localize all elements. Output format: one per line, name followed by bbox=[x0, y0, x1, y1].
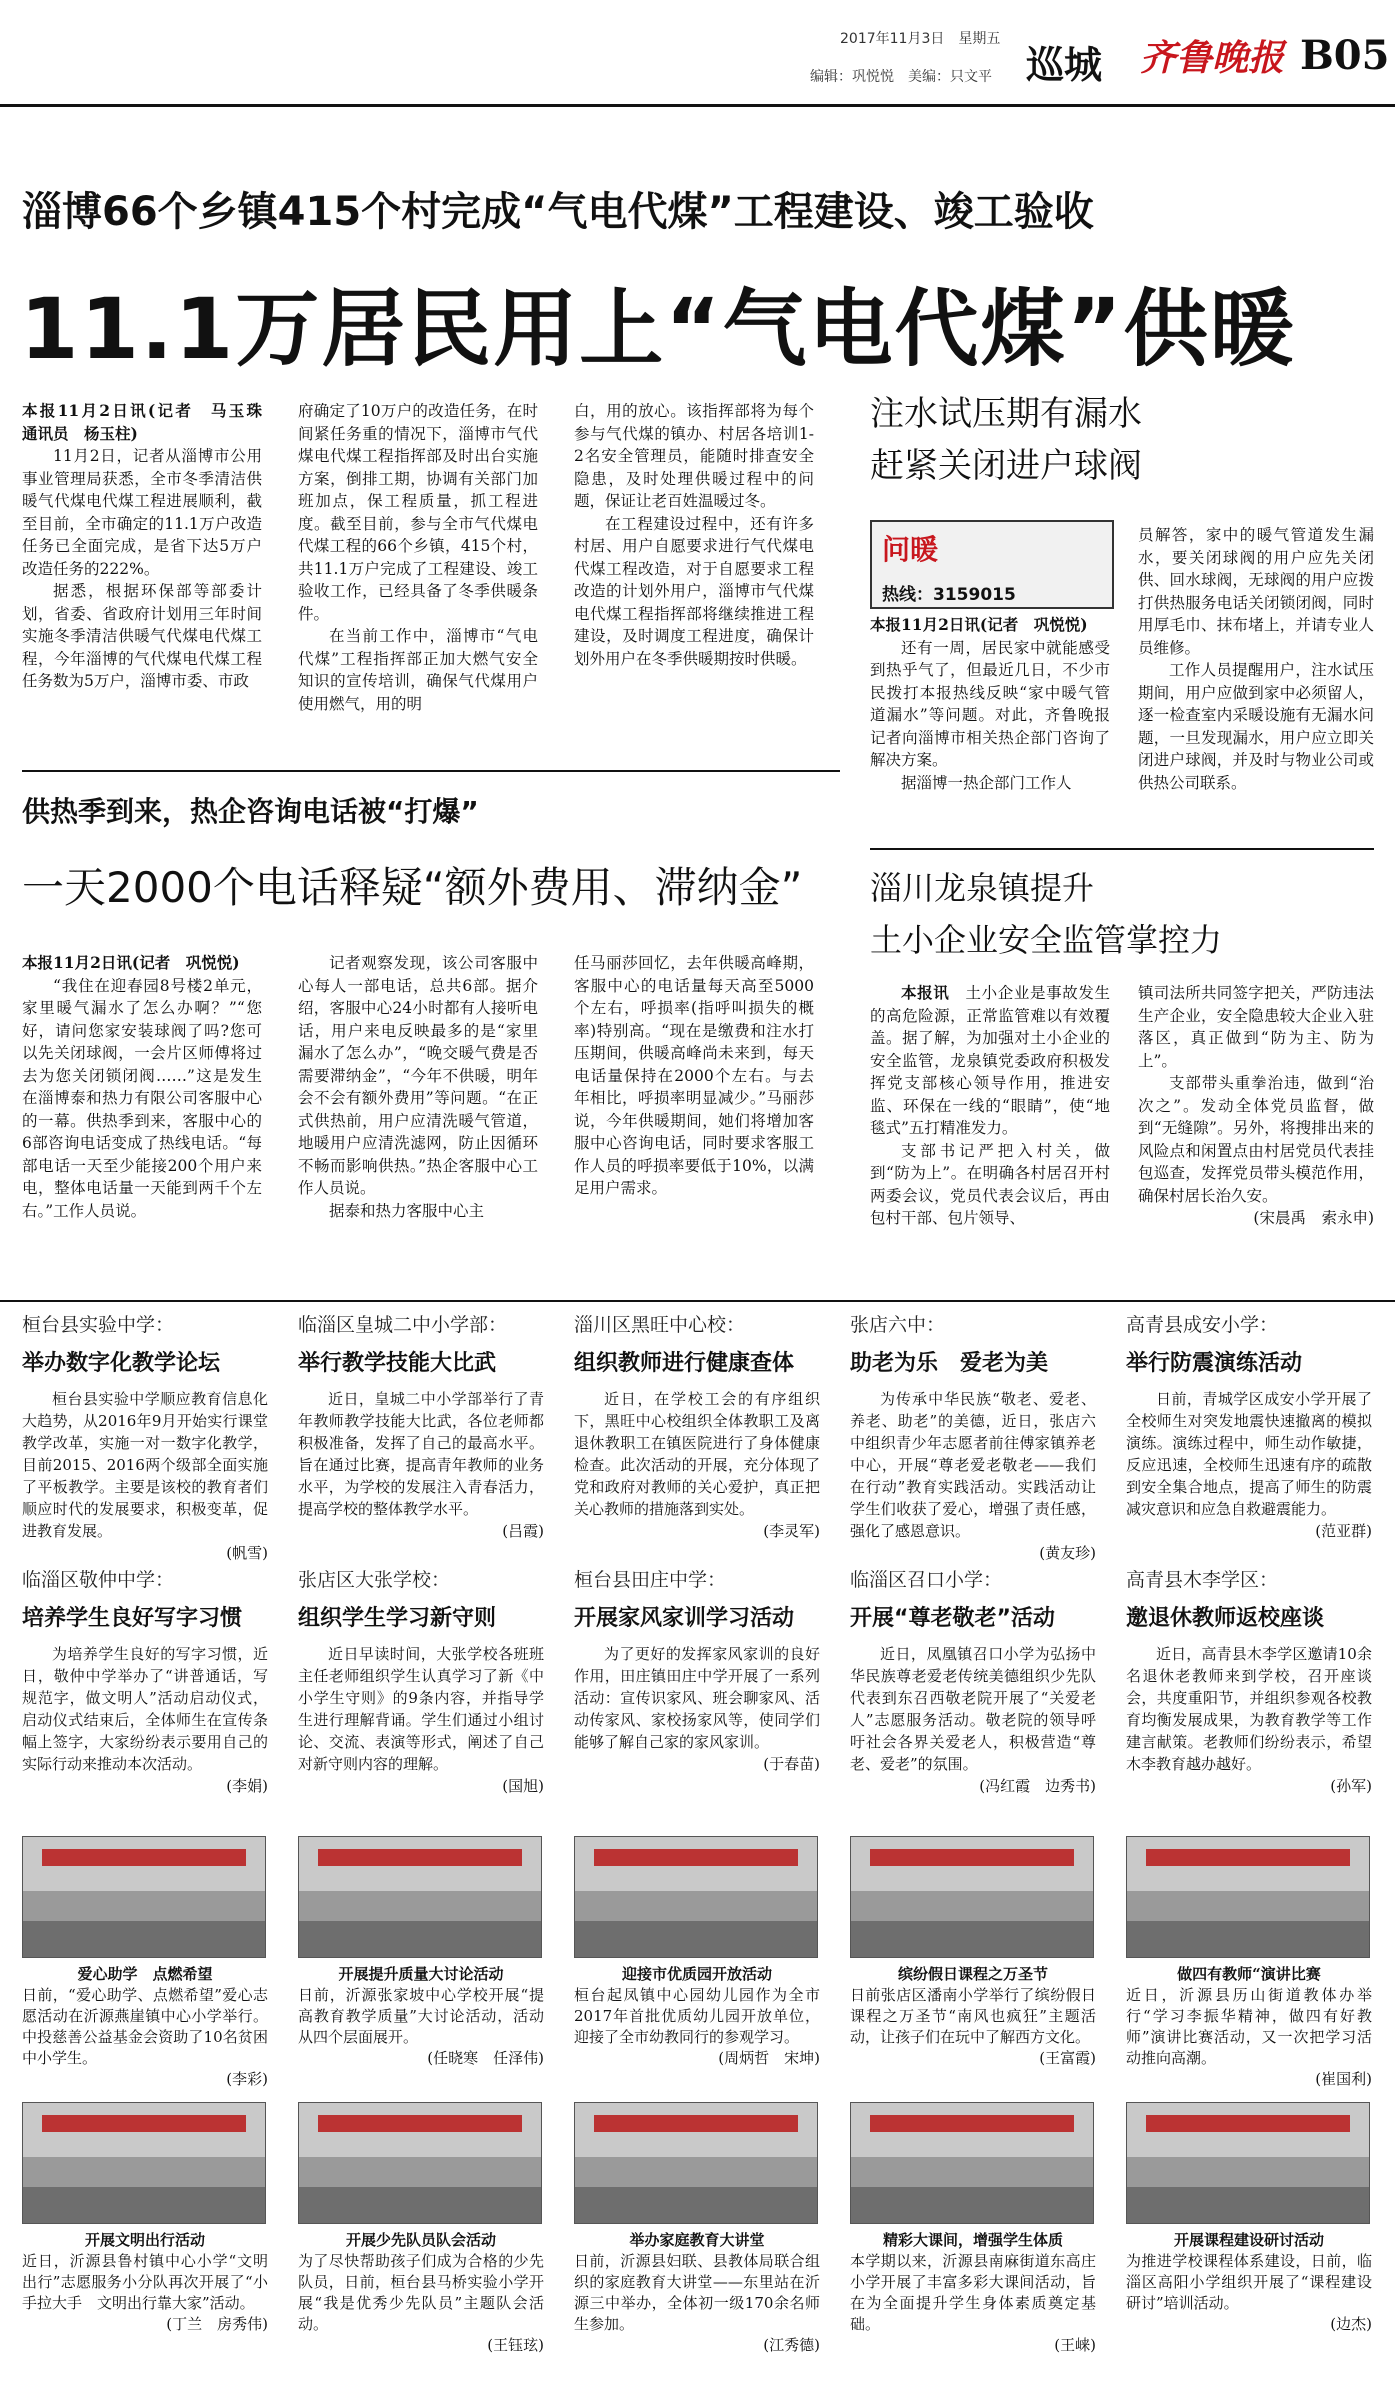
photo-caption-title: 开展课程建设研讨活动 bbox=[1173, 2231, 1324, 2249]
side1-title-line2: 赶紧关闭进户球阀 bbox=[870, 446, 1142, 486]
photo-caption-credit: (王钰玹) bbox=[487, 2336, 544, 2354]
photo-caption-body: 为推进学校课程体系建设，日前，临淄区高阳小学组织开展了“课程建设研讨”培训活动。 bbox=[1126, 2252, 1372, 2312]
grid-school-label: 临淄区敬仲中学： bbox=[22, 1569, 175, 1591]
grid-story-text: 近日，在学校工会的有序组织下，黑旺中心校组织全体教职工及离退休教职工在镇医院进行了身体健康检查。此次活动的开展，充分体现了党和政府对教师的关心爱护，真正把关心教师的措施落到实处。 bbox=[574, 1390, 820, 1518]
photo-foreground bbox=[851, 1921, 1093, 1957]
lead-byline: 本报11月2日讯(记者 马玉珠 通讯员 杨玉柱) bbox=[22, 401, 278, 443]
story2-rule bbox=[22, 770, 840, 772]
photo-foreground bbox=[23, 2187, 265, 2223]
news-photo bbox=[298, 1836, 542, 1958]
photo-banner bbox=[42, 2115, 245, 2132]
story2-col3-p1: 任马丽莎回忆，去年供暖高峰期，客服中心的电话量每天高至5000个左右，呼损率(指呼叫损失的概率)特别高。“现在是缴费和注水打压期间，供暖高峰尚未来到，每天电话量保持在2000个左右。与去年相比，呼损率明显减少。”马丽莎说，今年供暖期间，她们将增加客服中心咨询电话，同时要求客服工作人员的呼损率要低于10%，以满足用户需求。 bbox=[574, 954, 814, 1197]
story2-col2-p1: 记者观察发现，该公司客服中心每人一部电话，总共6部。据介绍，客服中心24小时都有人接听电话，用户来电反映最多的是“家里漏水了怎么办”，“晚交暖气费是否需要滞纳金”，“今年不供暖，明年会不会有额外费用”等问题。“在正式供热前，用户应清洗暖气管道，地暖用户应清洗滤网，防止因循环不畅而影响供热。”热企客服中心工作人员说。 bbox=[298, 954, 538, 1197]
photo-caption-title: 开展少先队员队会活动 bbox=[345, 2231, 496, 2249]
grid-story-text: 为了更好的发挥家风家训的良好作用，田庄镇田庄中学开展了一系列活动：宣传识家风、班会聊家风、活动传家风、家校扬家风等，使同学们能够了解自己家的家风家训。 bbox=[574, 1645, 820, 1751]
lead-col1-p2: 据悉，根据环保部等部委计划，省委、省政府计划用三年时间实施冬季清洁供暖气代煤电代煤工程，今年淄博的气代煤电代煤工程任务数为5万户，淄博市委、市政 bbox=[22, 582, 262, 690]
photo-caption-credit: (王崃) bbox=[1054, 2336, 1096, 2354]
photo-caption-body: 本学期以来，沂源县南麻街道东高庄小学开展了丰富多彩大课间活动，旨在为全面提升学生身体素质奠定基础。 bbox=[850, 2252, 1096, 2333]
grid-story-body bbox=[298, 1388, 544, 1542]
grid-story-body bbox=[850, 1388, 1096, 1564]
story2-col2-p2: 据泰和热力客服中心主 bbox=[329, 1201, 485, 1220]
hotline-number: 热线：3159015 bbox=[882, 585, 1016, 605]
photo-banner bbox=[870, 2115, 1073, 2132]
grid-school-label: 高青县木李学区： bbox=[1126, 1569, 1279, 1591]
news-photo bbox=[22, 2102, 266, 2224]
side2-title-line2: 土小企业安全监管掌控力 bbox=[870, 921, 1223, 959]
grid-story-title: 邀退休教师返校座谈 bbox=[1126, 1606, 1325, 1631]
photo-caption bbox=[850, 1964, 1096, 2069]
news-photo bbox=[850, 2102, 1094, 2224]
photo-caption bbox=[1126, 1964, 1372, 2090]
photo-caption-credit: (李彩) bbox=[226, 2070, 268, 2088]
side2-col1 bbox=[870, 982, 1110, 1230]
photo-caption-title: 举办家庭教育大讲堂 bbox=[629, 2231, 765, 2249]
photo-foreground bbox=[575, 2187, 817, 2223]
photo-caption bbox=[574, 2230, 820, 2356]
grid-school-label: 桓台县田庄中学： bbox=[574, 1569, 727, 1591]
story2-headline: 一天2000个电话释疑“额外费用、滞纳金” bbox=[22, 863, 803, 912]
photo-foreground bbox=[299, 1921, 541, 1957]
side2-title bbox=[870, 862, 1222, 966]
grid-story-body bbox=[574, 1388, 820, 1542]
grid-story-title: 开展“尊老敬老”活动 bbox=[850, 1606, 1055, 1631]
news-photo bbox=[1126, 2102, 1370, 2224]
photo-caption-body: 日前张店区潘南小学举行了缤纷假日课程之万圣节“南风也疯狂”主题活动，让孩子们在玩中了解西方文化。 bbox=[850, 1986, 1096, 2046]
side1-p3: 员解答，家中的暖气管道发生漏水，要关闭球阀的用户应先关闭供、回水球阀，无球阀的用户应拨打供热服务电话关闭锁闭阀，同时用厚毛巾、抹布堵上，并请专业人员维修。 bbox=[1138, 526, 1374, 657]
grid-school-label: 临淄区召口小学： bbox=[850, 1569, 1003, 1591]
photo-caption-body: 日前，沂源张家坡中心学校开展“提高教育教学质量”大讨论活动，活动从四个层面展开。 bbox=[298, 1986, 544, 2046]
grid-story-credit: (黄友珍) bbox=[1039, 1544, 1096, 1562]
photo-caption-body: 日前，“爱心助学、点燃希望”爱心志愿活动在沂源燕崖镇中心小学举行。中投慈善公益基金会资助了10名贫困中小学生。 bbox=[22, 1986, 268, 2067]
news-photo bbox=[574, 1836, 818, 1958]
side1-title bbox=[870, 388, 1142, 492]
story2-byline: 本报11月2日讯(记者 巩悦悦) bbox=[22, 953, 240, 972]
photo-caption-credit: (王富霞) bbox=[1039, 2049, 1096, 2067]
photo-caption bbox=[298, 1964, 544, 2069]
side1-byline: 本报11月2日讯(记者 巩悦悦) bbox=[870, 615, 1088, 634]
photo-caption-title: 迎接市优质园开放活动 bbox=[621, 1965, 772, 1983]
side2-p1: 土小企业是事故发生的高危险源，正常监管难以有效覆盖。据了解，为加强对土小企业的安全监管，龙泉镇党委政府积极发挥党支部核心领导作用，推进安监、环保在一线的“眼睛”，使“地毯式”五打精准发力。 bbox=[870, 984, 1110, 1137]
grid-story-title: 开展家风家训学习活动 bbox=[574, 1606, 795, 1631]
lead-col2-p1: 府确定了10万户的改造任务，在时间紧任务重的情况下，淄博市气代煤电代煤工程指挥部及时出台实施方案，倒排工期，协调有关部门加班加点，保工程质量，抓工程进度。截至目前，参与全市气代煤电代煤工程的66个乡镇，415个村，共11.1万户完成了工程建设、竣工验收工作，已经具备了冬季供暖条件。 bbox=[298, 402, 538, 623]
side2-title-line1: 淄川龙泉镇提升 bbox=[870, 869, 1095, 907]
grid-story-body bbox=[1126, 1643, 1372, 1797]
side1-col1 bbox=[870, 614, 1110, 794]
news-photo bbox=[298, 2102, 542, 2224]
grid-story-title: 举办数字化教学论坛 bbox=[22, 1351, 221, 1376]
news-photo bbox=[574, 2102, 818, 2224]
side2-lead: 本报讯 bbox=[901, 983, 950, 1002]
lead-col1 bbox=[22, 400, 278, 693]
side1-col2 bbox=[1138, 524, 1374, 794]
photo-caption-title: 缤纷假日课程之万圣节 bbox=[897, 1965, 1048, 1983]
photo-caption bbox=[574, 1964, 820, 2069]
photo-caption-body: 日前，沂源县妇联、县教体局联合组织的家庭教育大讲堂——东里站在沂源三中举办，全体初一级170余名师生参加。 bbox=[574, 2252, 820, 2333]
grid-story-body bbox=[574, 1643, 820, 1775]
grid-story-text: 近日早读时间，大张学校各班班主任老师组织学生认真学习了新《中小学生守则》的9条内容，并指导学生进行理解背诵。学生们通过小组讨论、交流、表演等形式，阐述了自己对新守则内容的理解。 bbox=[298, 1645, 544, 1773]
editor-credit: 编辑：巩悦悦 美编：只文平 bbox=[810, 69, 992, 85]
photo-caption-credit: (边杰) bbox=[1330, 2315, 1372, 2333]
photo-banner bbox=[318, 1849, 521, 1866]
grid-story-title: 组织学生学习新守则 bbox=[298, 1606, 497, 1631]
grid-story-text: 日前，青城学区成安小学开展了全校师生对突发地震快速撤离的模拟演练。演练过程中，师生动作敏捷，反应迅速，全校师生迅速有序的疏散到安全集合地点，提高了师生的防震减灾意识和应急自救避震能力。 bbox=[1126, 1390, 1372, 1518]
lead-subtitle: 淄博66个乡镇415个村完成“气电代煤”工程建设、竣工验收 bbox=[22, 189, 1094, 235]
photo-caption bbox=[22, 1964, 268, 2090]
lead-col3-p1: 白，用的放心。该指挥部将为每个参与气代煤的镇办、村居各培训1-2名安全管理员，能随时排查安全隐患，及时处理供暖过程中的问题，保证让老百姓温暖过冬。 bbox=[574, 402, 814, 510]
story2-col3 bbox=[574, 952, 814, 1200]
grid-story-body bbox=[22, 1388, 268, 1564]
photo-foreground bbox=[299, 2187, 541, 2223]
photo-caption-credit: (丁兰 房秀伟) bbox=[166, 2315, 268, 2333]
grid-school-label: 高青县成安小学： bbox=[1126, 1314, 1279, 1336]
photo-caption-body: 桓台起凤镇中心园幼儿园作为全市2017年首批优质幼儿园开放单位，迎接了全市幼教同行的参观学习。 bbox=[574, 1986, 820, 2046]
photo-banner bbox=[1146, 1849, 1349, 1866]
story2-col1-p1: “我住在迎春园8号楼2单元，家里暖气漏水了怎么办啊？”“您好，请问您家安装球阀了吗?您可以先关闭球阀，一会片区师傅将过去为您关闭锁闭阀……”这是发生在淄博泰和热力有限公司客服中心的一幕。供热季到来，客服中心的6部咨询电话变成了热线电话。“每部电话一天至少能接200个用户来电，整体电话量一天能到两千个左右。”工作人员说。 bbox=[22, 976, 262, 1220]
photo-foreground bbox=[1127, 2187, 1369, 2223]
photo-caption-body: 近日，沂源县鲁村镇中心小学“文明出行”志愿服务小分队再次开展了“小手拉大手 文明出行靠大家”活动。 bbox=[22, 2252, 268, 2312]
header-rule bbox=[0, 104, 1395, 107]
news-photo bbox=[850, 1836, 1094, 1958]
side1-p4: 工作人员提醒用户，注水试压期间，用户应做到家中必须留人，逐一检查室内采暖设施有无漏水问题，一旦发现漏水，用户应立即关闭进户球阀，并及时与物业公司或供热公司联系。 bbox=[1138, 661, 1374, 792]
grid-story-body bbox=[22, 1643, 268, 1797]
photo-caption bbox=[1126, 2230, 1372, 2335]
photo-foreground bbox=[575, 1921, 817, 1957]
grid-story-credit: (帆雪) bbox=[226, 1544, 268, 1562]
grid-school-label: 张店区大张学校： bbox=[298, 1569, 451, 1591]
lead-col1-p1: 11月2日，记者从淄博市公用事业管理局获悉，全市冬季清洁供暖气代煤电代煤工程进展顺利，截至目前，全市确定的11.1万户改造任务已全面完成，是省下达5万户改造任务的222%。 bbox=[22, 447, 262, 578]
grid-story-credit: (国旭) bbox=[502, 1777, 544, 1795]
side2-p3: 镇司法所共同签字把关，严防违法生产企业，安全隐患较大企业入驻落区，真正做到“防为主、防为上”。 bbox=[1138, 984, 1374, 1070]
grid-story-text: 桓台县实验中学顺应教育信息化大趋势，从2016年9月开始实行课堂教学改革，实施一对一数字化教学，目前2015、2016两个级部全面实施了平板教学。主要是该校的教育者们顺应时代的发展要求，积极变革，促进教育发展。 bbox=[22, 1390, 268, 1540]
photo-banner bbox=[318, 2115, 521, 2132]
grid-school-label: 张店六中： bbox=[850, 1314, 946, 1336]
photo-caption-title: 精彩大课间，增强学生体质 bbox=[882, 2231, 1063, 2249]
photo-banner bbox=[870, 1849, 1073, 1866]
grid-story-credit: (于春苗) bbox=[763, 1755, 820, 1773]
grid-story-credit: (李娟) bbox=[226, 1777, 268, 1795]
photo-caption-title: 爱心助学 点燃希望 bbox=[77, 1965, 213, 1983]
photo-caption-title: 做四有教师“演讲比赛 bbox=[1177, 1965, 1321, 1983]
grid-story-title: 组织教师进行健康查体 bbox=[574, 1351, 795, 1376]
photo-caption-credit: (江秀德) bbox=[763, 2336, 820, 2354]
side2-credit: (宋晨禹 索永申) bbox=[1253, 1209, 1374, 1227]
grid-top-rule bbox=[0, 1300, 1395, 1302]
photo-caption-title: 开展文明出行活动 bbox=[84, 2231, 205, 2249]
photo-caption-credit: (崔国利) bbox=[1315, 2070, 1372, 2088]
side2-p2: 支部书记严把入村关，做到“防为上”。在明确各村居召开村两委会议，党员代表会议后，再由包村干部、包片领导、 bbox=[870, 1141, 1110, 1227]
grid-story-credit: (冯红霞 边秀书) bbox=[979, 1777, 1096, 1795]
news-photo bbox=[22, 1836, 266, 1958]
photo-caption bbox=[850, 2230, 1096, 2356]
lead-headline: 11.1万居民用上“气电代煤”供暖 bbox=[20, 280, 1296, 378]
photo-banner bbox=[594, 2115, 797, 2132]
grid-story-title: 举行教学技能大比武 bbox=[298, 1351, 497, 1376]
grid-story-text: 近日，高青县木李学区邀请10余名退休老教师来到学校，召开座谈会，共度重阳节，并组织参观各校教育均衡发展成果，为教育教学等工作建言献策。老教师们纷纷表示，希望木李教育越办越好。 bbox=[1126, 1645, 1372, 1773]
grid-story-body bbox=[850, 1643, 1096, 1797]
side2-col2 bbox=[1138, 982, 1374, 1230]
lead-col2-p2: 在当前工作中，淄博市“气电代煤”工程指挥部正加大燃气安全知识的宣传培训，确保气代煤用户使用燃气，用的明 bbox=[298, 627, 538, 713]
side2-p4: 支部带头重拳治违，做到“治次之”。发动全体党员监督，做到“无缝隙”。另外，将搜排出来的风险点和闲置点由村居党员代表挂包巡查，发挥党员带头模范作用，确保村居长治久安。 bbox=[1138, 1074, 1374, 1205]
grid-story-title: 培养学生良好写字习惯 bbox=[22, 1606, 243, 1631]
section-name: 巡城 bbox=[1026, 43, 1103, 87]
photo-caption-body: 近日，沂源县历山街道教体办举行“学习李振华精神，做四有好教师”演讲比赛活动，又一次把学习活动推向高潮。 bbox=[1126, 1986, 1372, 2067]
grid-story-body bbox=[298, 1643, 544, 1797]
photo-caption-title: 开展提升质量大讨论活动 bbox=[338, 1965, 504, 1983]
side2-rule bbox=[870, 848, 1374, 850]
photo-foreground bbox=[1127, 1921, 1369, 1957]
issue-date: 2017年11月3日 星期五 bbox=[840, 31, 1001, 47]
lead-col3 bbox=[574, 400, 814, 670]
photo-caption-body: 为了尽快帮助孩子们成为合格的少先队员，日前，桓台县马桥实验小学开展“我是优秀少先队员”主题队会活动。 bbox=[298, 2252, 544, 2333]
story2-col1 bbox=[22, 952, 262, 1222]
grid-school-label: 桓台县实验中学： bbox=[22, 1314, 175, 1336]
photo-caption-credit: (任晓寒 任泽伟) bbox=[427, 2049, 544, 2067]
photo-foreground bbox=[851, 2187, 1093, 2223]
grid-story-credit: (孙军) bbox=[1330, 1777, 1372, 1795]
side1-p2: 据淄博一热企部门工作人 bbox=[901, 773, 1072, 792]
grid-story-text: 近日，皇城二中小学部举行了青年教师教学技能大比武，各位老师都积极准备，发挥了自己的最高水平。旨在通过比赛，提高青年教师的业务水平，为学校的发展注入青春活力，提高学校的整体教学水平。 bbox=[298, 1390, 544, 1518]
side1-title-line1: 注水试压期有漏水 bbox=[870, 394, 1142, 434]
photo-caption-credit: (周炳哲 宋坤) bbox=[718, 2049, 820, 2067]
lead-col2 bbox=[298, 400, 538, 715]
newspaper-logo: 齐鲁晚报 bbox=[1140, 37, 1285, 79]
photo-caption bbox=[298, 2230, 544, 2356]
grid-story-text: 近日，凤凰镇召口小学为弘扬中华民族尊老爱老传统美德组织少先队代表到东召西敬老院开展了“关爱老人”志愿服务活动。敬老院的领导呼吁社会各界关爱老人，积极营造“尊老、爱老”的氛围。 bbox=[850, 1645, 1096, 1773]
photo-banner bbox=[594, 1849, 797, 1866]
grid-story-body bbox=[1126, 1388, 1372, 1542]
grid-story-credit: (李灵军) bbox=[763, 1522, 820, 1540]
news-photo bbox=[1126, 1836, 1370, 1958]
grid-story-credit: (范亚群) bbox=[1315, 1522, 1372, 1540]
grid-story-text: 为培养学生良好的写字习惯，近日，敬仲中学举办了“讲普通话，写规范字，做文明人”活动启动仪式，启动仪式结束后，全体师生在宣传条幅上签字，大家纷纷表示要用自己的实际行动来推动本次活动。 bbox=[22, 1645, 268, 1773]
grid-story-text: 为传承中华民族“敬老、爱老、养老、助老”的美德，近日，张店六中组织青少年志愿者前往傅家镇养老中心，开展“尊老爱老敬老——我们在行动”教育实践活动。实践活动让学生们收获了爱心，增强了责任感，强化了感恩意识。 bbox=[850, 1390, 1096, 1540]
photo-banner bbox=[1146, 2115, 1349, 2132]
grid-story-credit: (吕霞) bbox=[502, 1522, 544, 1540]
lead-col3-p2: 在工程建设过程中，还有许多村居、用户自愿要求进行气代煤电代煤工程改造，对于自愿要求工程改造的计划外用户，淄博市气代煤电代煤工程指挥部将继续推进工程建设，及时调度工程进度，确保计划外用户在冬季供暖期按时供暖。 bbox=[574, 514, 814, 668]
grid-school-label: 淄川区黑旺中心校： bbox=[574, 1314, 746, 1336]
page-number: B05 bbox=[1300, 32, 1390, 79]
radiator-icon: 问暖 bbox=[882, 533, 939, 566]
side1-p1: 还有一周，居民家中就能感受到热乎气了，但最近几日，不少市民拨打本报热线反映“家中暖气管道漏水”等问题。对此，齐鲁晚报记者向淄博市相关热企部门咨询了解决方案。 bbox=[870, 638, 1110, 769]
photo-foreground bbox=[23, 1921, 265, 1957]
grid-story-title: 举行防震演练活动 bbox=[1126, 1351, 1303, 1376]
story2-col2 bbox=[298, 952, 538, 1222]
photo-caption bbox=[22, 2230, 268, 2335]
grid-story-title: 助老为乐 爱老为美 bbox=[850, 1351, 1049, 1376]
story2-subtitle: 供热季到来，热企咨询电话被“打爆” bbox=[22, 795, 479, 828]
grid-school-label: 临淄区皇城二中小学部： bbox=[298, 1314, 508, 1336]
photo-banner bbox=[42, 1849, 245, 1866]
